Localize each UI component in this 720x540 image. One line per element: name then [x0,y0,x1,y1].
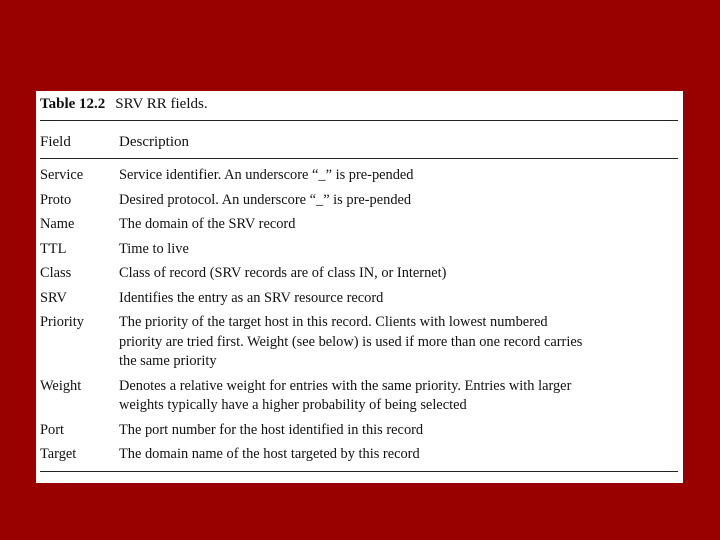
field-description [119,377,679,416]
table-title: SRV RR fields. [115,96,208,112]
field-name: Port [40,421,64,438]
table-row [36,215,683,240]
field-name: Proto [40,191,72,208]
field-description [119,313,679,372]
table-row [36,445,683,470]
bottom-rule [40,471,678,472]
table-row [36,191,683,216]
description-line: The domain of the SRV record [119,216,296,232]
description-line: priority are tried first. Weight (see below) is used if more than one record carries [119,333,583,350]
field-description [119,166,679,186]
description-line: Identifies the entry as an SRV resource record [119,289,384,306]
field-name: Priority [40,314,84,330]
table-caption [40,94,208,114]
description-line: The port number for the host identified in this record [119,421,424,438]
description-line: The priority of the target host in this record. Clients with lowest numbered [119,314,548,330]
field-description [119,289,679,309]
description-line: Time to live [119,240,189,257]
description-line: Class of record (SRV records are of class IN, or Internet) [119,265,447,281]
field-description [119,215,679,235]
table-row [36,313,683,377]
field-description [119,445,679,465]
table-row [36,289,683,314]
description-line: The domain name of the host targeted by this record [119,446,420,462]
field-name: SRV [40,289,67,306]
header-rule [40,158,678,159]
column-header-description: Description [119,134,189,150]
top-rule [40,120,678,121]
description-line: weights typically have a higher probability of being selected [119,397,467,413]
description-line: Desired protocol. An underscore “_” is pre-pended [119,191,412,208]
description-line: Service identifier. An underscore “_” is pre-pended [119,167,414,183]
field-name: TTL [40,240,67,257]
column-header-field: Field [40,134,71,150]
table-body [36,166,683,470]
field-description [119,264,679,284]
field-name: Service [40,167,84,183]
field-description [119,240,679,260]
field-description [119,421,679,441]
description-line: Denotes a relative weight for entries with the same priority. Entries with larger [119,377,572,394]
table-number: Table 12.2 [40,96,106,112]
field-name: Name [40,216,75,232]
table-row [36,166,683,191]
field-description [119,191,679,211]
description-line: the same priority [119,353,217,369]
field-name: Weight [40,377,82,394]
srv-fields-table [36,91,683,483]
field-name: Class [40,265,72,281]
table-row [36,377,683,421]
field-name: Target [40,446,77,462]
table-row [36,421,683,446]
table-row [36,264,683,289]
table-row [36,240,683,265]
